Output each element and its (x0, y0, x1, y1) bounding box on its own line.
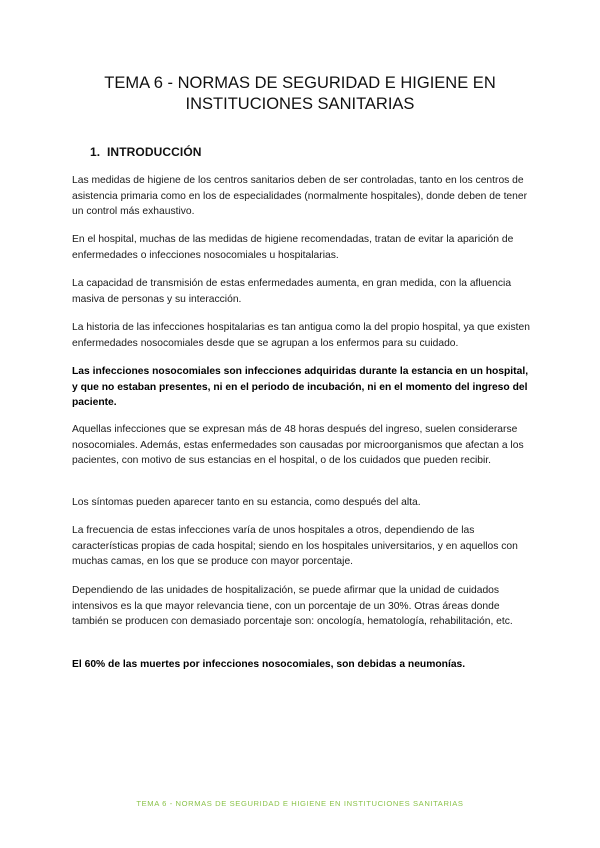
paragraph-6: Aquellas infecciones que se expresan más de 48 horas después del ingreso, suelen considerarse nosocomiales. Además, estas enfermedades son causadas por microorganismos que afectan a los pacientes, con motivo de sus estancias en el hospital, o de los cuidados que pueden recibir. (72, 424, 524, 466)
section-heading (90, 145, 202, 159)
paragraph-3: La capacidad de transmisión de estas enfermedades aumenta, en gran medida, con la afluencia masiva de personas y su interacción. (72, 278, 512, 305)
section-title: INTRODUCCIÓN (107, 145, 202, 159)
page-title (60, 73, 540, 115)
page-title-line-2: INSTITUCIONES SANITARIAS (185, 95, 415, 113)
paragraph-9: Dependiendo de las unidades de hospitalización, se puede afirmar que la unidad de cuidados intensivos es la que mayor relevancia tiene, con un porcentaje de un 30%. Otras áreas donde también se producen con demasiado porcentaje son: oncología, hematología, rehabilitación, etc. (72, 585, 513, 627)
statistic-paragraph: El 60% de las muertes por infecciones nosocomiales, son debidas a neumonías. (72, 659, 466, 670)
definition-paragraph: Las infecciones nosocomiales son infecciones adquiridas durante la estancia en un hospital, y que no estaban presentes, ni en el periodo de incubación, ni en el momento del ingreso del paciente. (72, 366, 529, 408)
paragraph-2: En el hospital, muchas de las medidas de higiene recomendadas, tratan de evitar la aparición de enfermedades o infecciones nosocomiales u hospitalarias. (72, 234, 514, 261)
paragraph-1: Las medidas de higiene de los centros sanitarios deben de ser controladas, tanto en los centros de asistencia primaria como en los de especialidades (normalmente hospitales), donde deben de tener un control más exhaustivo. (72, 175, 528, 217)
paragraph-8: La frecuencia de estas infecciones varía de unos hospitales a otros, dependiendo de las características propias de cada hospital; siendo en los hospitales universitarios, y en aquellos con muchas camas, en los que se produce con mayor porcentaje. (72, 525, 518, 567)
paragraph-4: La historia de las infecciones hospitalarias es tan antigua como la del propio hospital, ya que existen enfermedades nosocomiales desde que se agrupan a los enfermos para su cuidado. (72, 322, 530, 349)
section-number: 1. (90, 145, 101, 159)
page-footer: TEMA 6 - NORMAS DE SEGURIDAD E HIGIENE EN INSTITUCIONES SANITARIAS (136, 799, 464, 808)
paragraph-7: Los síntomas pueden aparecer tanto en su estancia, como después del alta. (72, 497, 421, 508)
page-title-line-1: TEMA 6 - NORMAS DE SEGURIDAD E HIGIENE EN (104, 74, 496, 92)
